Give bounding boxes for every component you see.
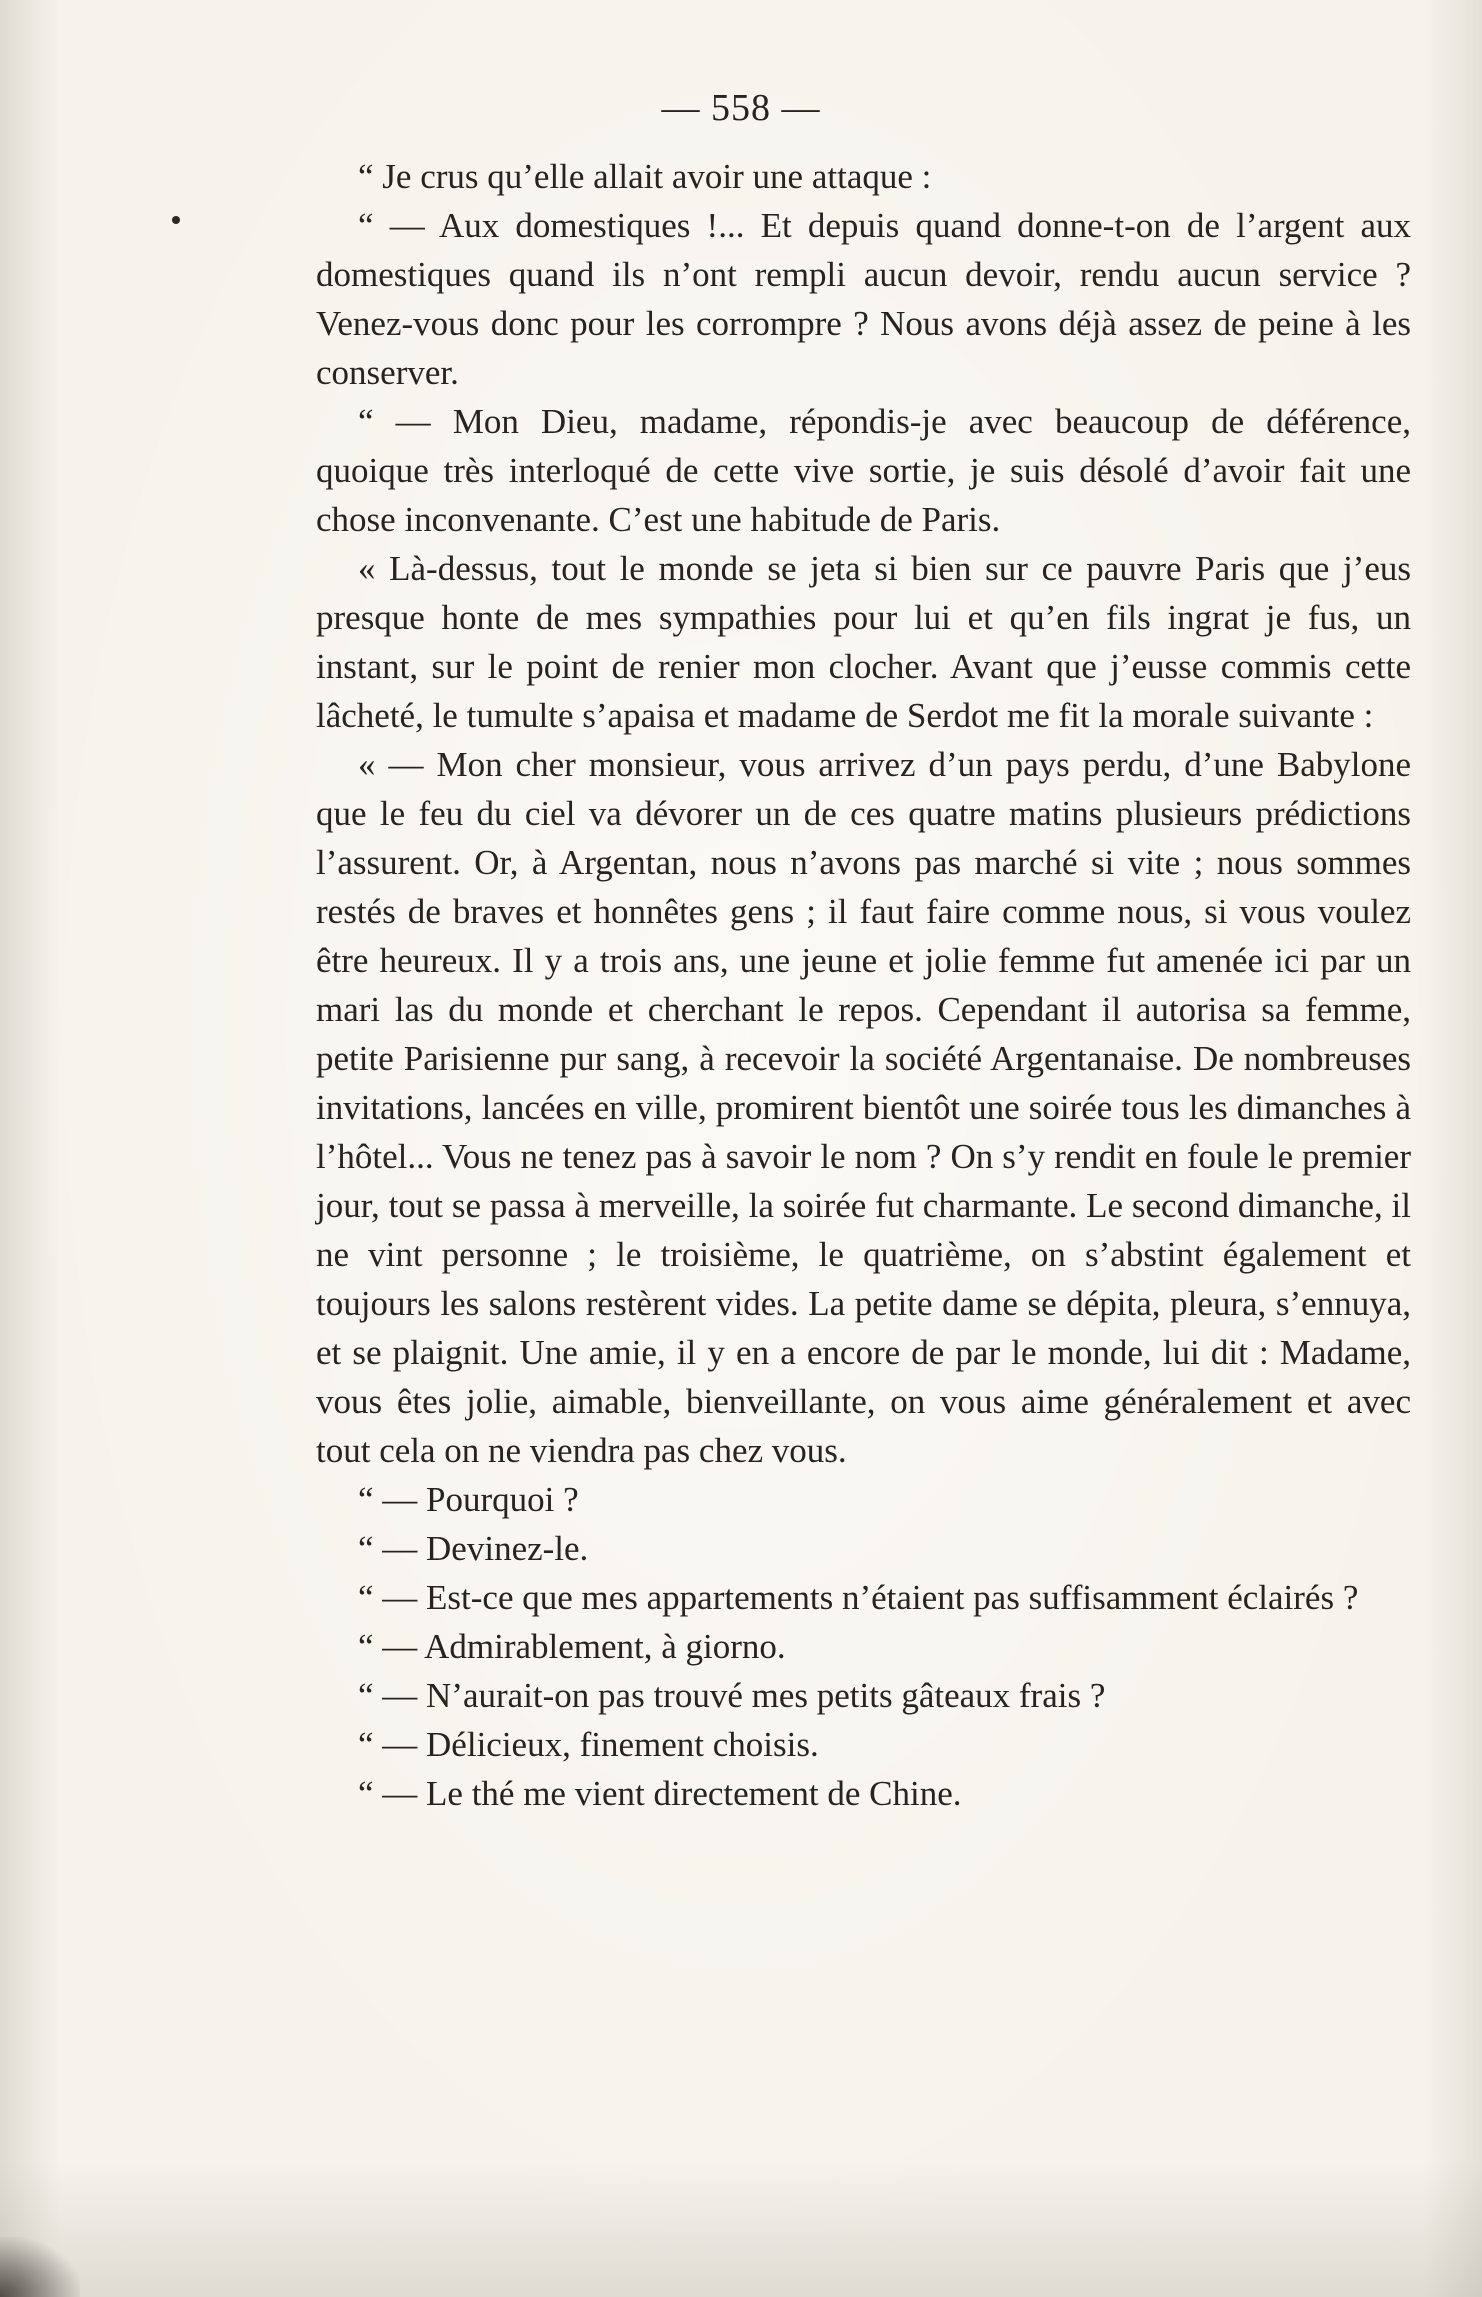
dialogue-line-3: “ — Est-ce que mes appartements n’étaient pas suffisamment éclairés ?	[358, 1578, 1359, 1617]
paragraph-5: « — Mon cher monsieur, vous arrivez d’un pays perdu, d’une Babylone que le feu du ciel va dévorer un de ces quatre matins plusieurs prédictions l’assurent. Or, à Argentan, nous n’avons pas marché si vite ; nous sommes restés de braves et honnêtes gens ; il faut faire comme nous, si vous voulez être heureux. Il y a trois ans, une jeune et jolie femme fut amenée ici par un mari las du monde et cherchant le repos. Cependant il autorisa sa femme, petite Parisienne pur sang, à recevoir la société Argentanaise. De nombreuses invitations, lancées en ville, promirent bientôt une soirée tous les dimanches à l’hôtel... Vous ne tenez pas à savoir le nom ? On s’y rendit en foule le premier jour, tout se passa à merveille, la soirée fut charmante. Le second dimanche, il ne vint personne ; le troisième, le quatrième, on s’abstint également et toujours les salons restèrent vides. La petite dame se dépita, pleura, s’ennuya, et se plaignit. Une amie, il y en a encore de par le monde, lui dit : Madame, vous êtes jolie, aimable, bienveillante, on vous aime généralement et avec tout cela on ne viendra pas chez vous.	[316, 745, 1411, 1470]
dialogue-line-1: “ — Pourquoi ?	[358, 1480, 579, 1519]
paragraph-2: “ — Aux domestiques !... Et depuis quand donne-t-on de l’argent aux domestiques quand ils n’ont rempli aucun devoir, rendu aucun service ? Venez-vous donc pour les corrompre ? Nous avons déjà assez de peine à les conserver.	[316, 206, 1411, 392]
dialogue-line-6: “ — Délicieux, finement choisis.	[358, 1725, 819, 1764]
margin-dot	[172, 216, 180, 224]
dialogue-line-2: “ — Devinez-le.	[358, 1529, 589, 1568]
dialogue-line-7: “ — Le thé me vient directement de Chine.	[358, 1774, 962, 1813]
paragraph-1: “ Je crus qu’elle allait avoir une attaque :	[358, 157, 932, 196]
corner-smudge	[0, 2237, 80, 2297]
dialogue-line-4: “ — Admirablement, à giorno.	[358, 1627, 786, 1666]
dialogue-line-5: “ — N’aurait-on pas trouvé mes petits gâteaux frais ?	[358, 1676, 1106, 1715]
body-text	[316, 152, 1411, 1818]
paragraph-4: « Là-dessus, tout le monde se jeta si bien sur ce pauvre Paris que j’eus presque honte de mes sympathies pour lui et qu’en fils ingrat je fus, un instant, sur le point de renier mon clocher. Avant que j’eusse commis cette lâcheté, le tumulte s’apaisa et madame de Serdot me fit la morale suivante :	[316, 549, 1411, 735]
page-number: — 558 —	[661, 87, 821, 129]
paragraph-3: “ — Mon Dieu, madame, répondis-je avec beaucoup de déférence, quoique très interloqué de cette vive sortie, je suis désolé d’avoir fait une chose inconvenante. C’est une habitude de Paris.	[316, 402, 1411, 539]
